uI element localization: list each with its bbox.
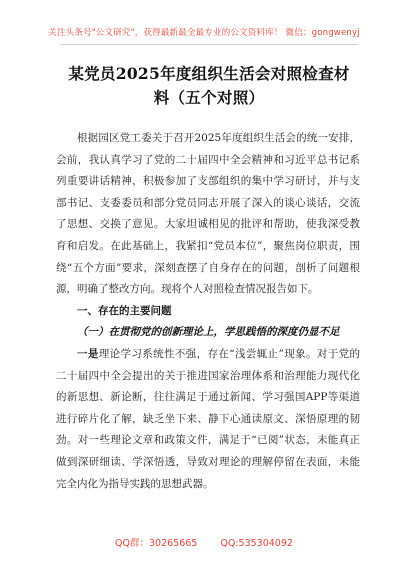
header-banner: 关注头条号"公文研究"，获得最新最全最专业的公文资料库！ 微信：gongwenyj bbox=[48, 28, 360, 38]
document-title: 某党员2025年度组织生活会对照检查材料（五个对照） bbox=[68, 64, 350, 107]
body-paragraph bbox=[56, 344, 360, 495]
paragraph-lead: 一是 bbox=[77, 347, 99, 360]
paragraph-text: 理论学习系统性不强，存在“浅尝辄止”现象。对于党的二十届四中全会提出的关于推进国家治理体系和治理能力现代化的新思想、新论断，往往满足于通过新闻、学习强国APP等渠道进行碎片化了解，缺乏坐下来、静下心通读原文、深悟原理的韧劲。对一些理论文章和政策文件，满足于“已阅”状态，未能真正做到深研细读、学深悟透，导致对理论的理解停留在表面，未能完全内化为指导实践的思想武器。 bbox=[56, 347, 360, 490]
document-body bbox=[56, 128, 360, 495]
footer-contact bbox=[0, 535, 408, 549]
subsection-heading: （一）在贯彻党的创新理论上，学思践悟的深度仍显不足 bbox=[77, 326, 340, 339]
footer-qq-group: QQ群：30265665 bbox=[115, 538, 198, 549]
intro-paragraph: 根据园区党工委关于召开2025年度组织生活会的统一安排，会前，我认真学习了党的二十届四中全会精神和习近平总书记系列重要讲话精神，积极参加了支部组织的集中学习研讨，并与支部书记、支委委员和部分党员同志开展了深入的谈心谈话，交流了思想、交换了意见。大家坦诚相见的批评和帮助，使我深受教育和启发。在此基础上，我紧扣“党员本位”，聚焦岗位职责，围绕“五个方面”要求，深刻查摆了自身存在的问题，剖析了问题根源，明确了整改方向。现将个人对照检查情况报告如下。 bbox=[56, 132, 360, 296]
footer-qq: QQ:535304092 bbox=[220, 538, 293, 549]
header-divider bbox=[60, 44, 358, 45]
section-heading: 一、存在的主要问题 bbox=[77, 304, 172, 317]
